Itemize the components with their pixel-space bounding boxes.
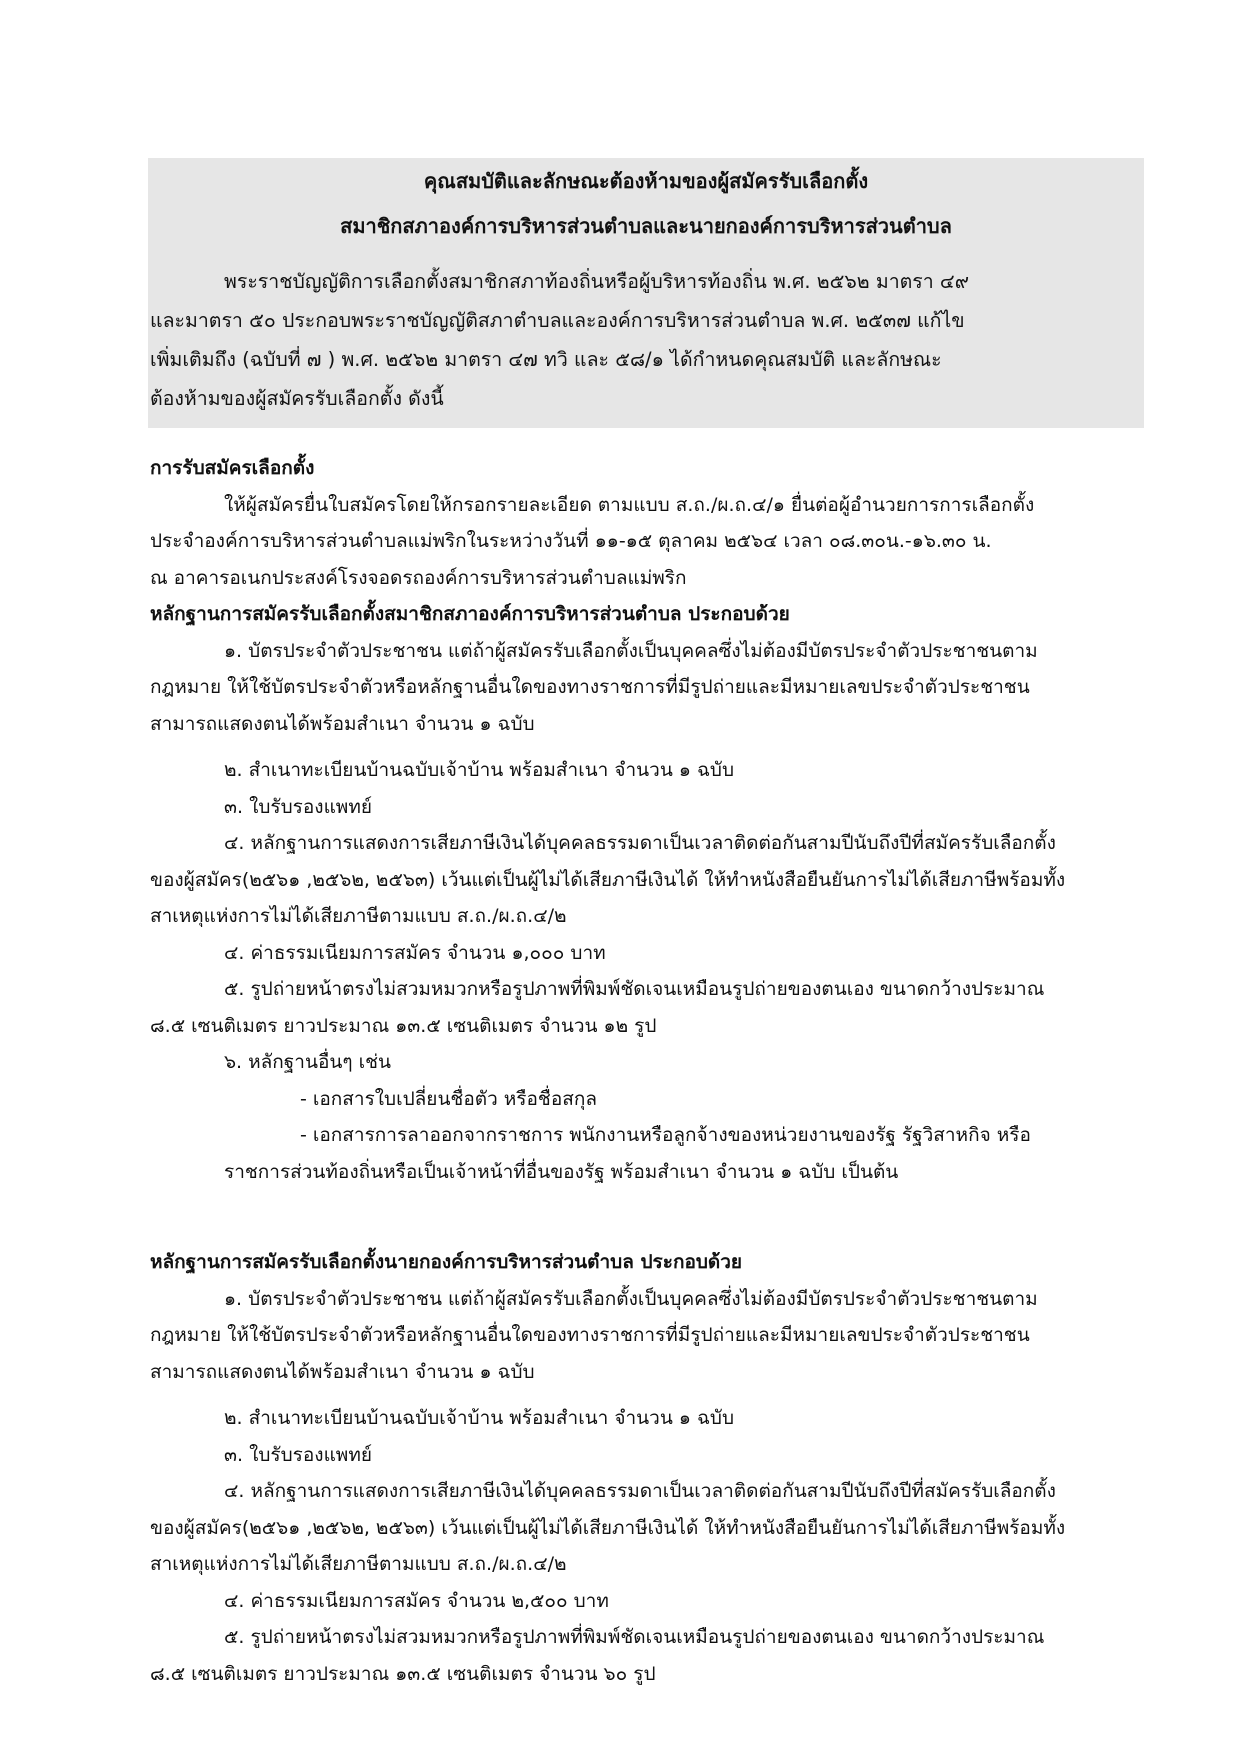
list-item: ๕. รูปถ่ายหน้าตรงไม่สวมหมวกหรือรูปภาพที่พิมพ์ชัดเจนเหมือนรูปถ่ายของตนเอง ขนาดกว้างประมาณ [224,978,1045,1000]
list-item: สาเหตุแห่งการไม่ได้เสียภาษีตามแบบ ส.ถ./ผ.ถ.๔/๒ [150,1553,567,1575]
list-item: ๑. บัตรประจำตัวประชาชน แต่ถ้าผู้สมัครรับเลือกตั้งเป็นบุคคลซึ่งไม่ต้องมีบัตรประจำตัวประชาชนตาม [224,1287,1038,1310]
mayor-section [150,1244,1140,1692]
list-item: ๒. สำเนาทะเบียนบ้านฉบับเจ้าบ้าน พร้อมสำเนา จำนวน ๑ ฉบับ [224,1407,735,1429]
registration-heading: การรับสมัครเลือกตั้ง [150,457,315,479]
council-section [150,450,1140,1190]
list-item: ๔. ค่าธรรมเนียมการสมัคร จำนวน ๒,๕๐๐ บาท [224,1589,609,1612]
list-item: กฎหมาย ให้ใช้บัตรประจำตัวหรือหลักฐานอื่นใดของทางราชการที่มีรูปถ่ายและมีหมายเลขประจำตัวประชาชน [150,1324,1030,1346]
document-title: คุณสมบัติและลักษณะต้องห้ามของผู้สมัครรับเลือกตั้ง [423,169,869,193]
list-item: สามารถแสดงตนได้พร้อมสำเนา จำนวน ๑ ฉบับ [150,1360,535,1383]
list-item: ๔. หลักฐานการแสดงการเสียภาษีเงินได้บุคคลธรรมดาเป็นเวลาติดต่อกันสามปีนับถึงปีที่สมัครรับเลือกตั้ง [224,832,1056,854]
list-item: ๑. บัตรประจำตัวประชาชน แต่ถ้าผู้สมัครรับเลือกตั้งเป็นบุคคลซึ่งไม่ต้องมีบัตรประจำตัวประชาชนตาม [224,639,1038,662]
list-item: สาเหตุแห่งการไม่ได้เสียภาษีตามแบบ ส.ถ./ผ.ถ.๔/๒ [150,905,567,927]
list-item: ๕. รูปถ่ายหน้าตรงไม่สวมหมวกหรือรูปภาพที่พิมพ์ชัดเจนเหมือนรูปถ่ายของตนเอง ขนาดกว้างประมาณ [224,1626,1045,1648]
list-item: ๓. ใบรับรองแพทย์ [224,1443,372,1466]
intro-paragraph [150,262,1140,418]
council-heading: หลักฐานการสมัครรับเลือกตั้งสมาชิกสภาองค์การบริหารส่วนตำบล ประกอบด้วย [150,603,790,625]
list-item: ของผู้สมัคร(๒๕๖๑ ,๒๕๖๒, ๒๕๖๓) เว้นแต่เป็นผู้ไม่ได้เสียภาษีเงินได้ ให้ทำหนังสือยืนยันการไม่ได้เสียภาษีพร้อมทั้ง [150,868,1066,891]
list-item: ๓. ใบรับรองแพทย์ [224,795,372,818]
intro-line: ต้องห้ามของผู้สมัครรับเลือกตั้ง ดังนี้ [150,387,444,410]
sub-item: ราชการส่วนท้องถิ่นหรือเป็นเจ้าหน้าที่อื่นของรัฐ พร้อมสำเนา จำนวน ๑ ฉบับ เป็นต้น [224,1160,899,1183]
intro-line: เพิ่มเติมถึง (ฉบับที่ ๗ ) พ.ศ. ๒๕๖๒ มาตรา ๔๗ ทวิ และ ๕๘/๑ ได้กำหนดคุณสมบัติ และลักษณะ [150,348,942,371]
document-subtitle: สมาชิกสภาองค์การบริหารส่วนตำบลและนายกองค์การบริหารส่วนตำบล [340,214,952,238]
list-item: ๔. ค่าธรรมเนียมการสมัคร จำนวน ๑,๐๐๐ บาท [224,941,606,964]
list-item: ๘.๕ เซนติเมตร ยาวประมาณ ๑๓.๕ เซนติเมตร จำนวน ๑๒ รูป [150,1014,657,1037]
registration-line: ประจำองค์การบริหารส่วนตำบลแม่พริกในระหว่างวันที่ ๑๑-๑๕ ตุลาคม ๒๕๖๔ เวลา ๐๘.๓๐น.-๑๖.๓๐ น. [150,530,992,552]
intro-line: และมาตรา ๕๐ ประกอบพระราชบัญญัติสภาตำบลและองค์การบริหารส่วนตำบล พ.ศ. ๒๕๓๗ แก้ไข [150,309,965,332]
intro-line: พระราชบัญญัติการเลือกตั้งสมาชิกสภาท้องถิ่นหรือผู้บริหารท้องถิ่น พ.ศ. ๒๕๖๒ มาตรา ๔๙ [224,270,969,293]
list-item: สามารถแสดงตนได้พร้อมสำเนา จำนวน ๑ ฉบับ [150,712,535,735]
sub-item: - เอกสารใบเปลี่ยนชื่อตัว หรือชื่อสกุล [300,1087,597,1110]
list-item: กฎหมาย ให้ใช้บัตรประจำตัวหรือหลักฐานอื่นใดของทางราชการที่มีรูปถ่ายและมีหมายเลขประจำตัวประชาชน [150,676,1030,698]
list-item: ๘.๕ เซนติเมตร ยาวประมาณ ๑๓.๕ เซนติเมตร จำนวน ๖๐ รูป [150,1662,656,1685]
mayor-heading: หลักฐานการสมัครรับเลือกตั้งนายกองค์การบริหารส่วนตำบล ประกอบด้วย [150,1251,743,1273]
registration-line: ณ อาคารอเนกประสงค์โรงจอดรถองค์การบริหารส่วนตำบลแม่พริก [150,566,687,589]
registration-line: ให้ผู้สมัครยื่นใบสมัครโดยให้กรอกรายละเอียด ตามแบบ ส.ถ./ผ.ถ.๔/๑ ยื่นต่อผู้อำนวยการการเลือกตั้ง [224,493,1035,516]
sub-item: - เอกสารการลาออกจากราชการ พนักงานหรือลูกจ้างของหน่วยงานของรัฐ รัฐวิสาหกิจ หรือ [300,1124,1031,1146]
list-item: ของผู้สมัคร(๒๕๖๑ ,๒๕๖๒, ๒๕๖๓) เว้นแต่เป็นผู้ไม่ได้เสียภาษีเงินได้ ให้ทำหนังสือยืนยันการไม่ได้เสียภาษีพร้อมทั้ง [150,1516,1066,1539]
list-item: ๔. หลักฐานการแสดงการเสียภาษีเงินได้บุคคลธรรมดาเป็นเวลาติดต่อกันสามปีนับถึงปีที่สมัครรับเลือกตั้ง [224,1480,1056,1502]
list-item: ๒. สำเนาทะเบียนบ้านฉบับเจ้าบ้าน พร้อมสำเนา จำนวน ๑ ฉบับ [224,759,735,781]
list-item: ๖. หลักฐานอื่นๆ เช่น [224,1051,391,1073]
